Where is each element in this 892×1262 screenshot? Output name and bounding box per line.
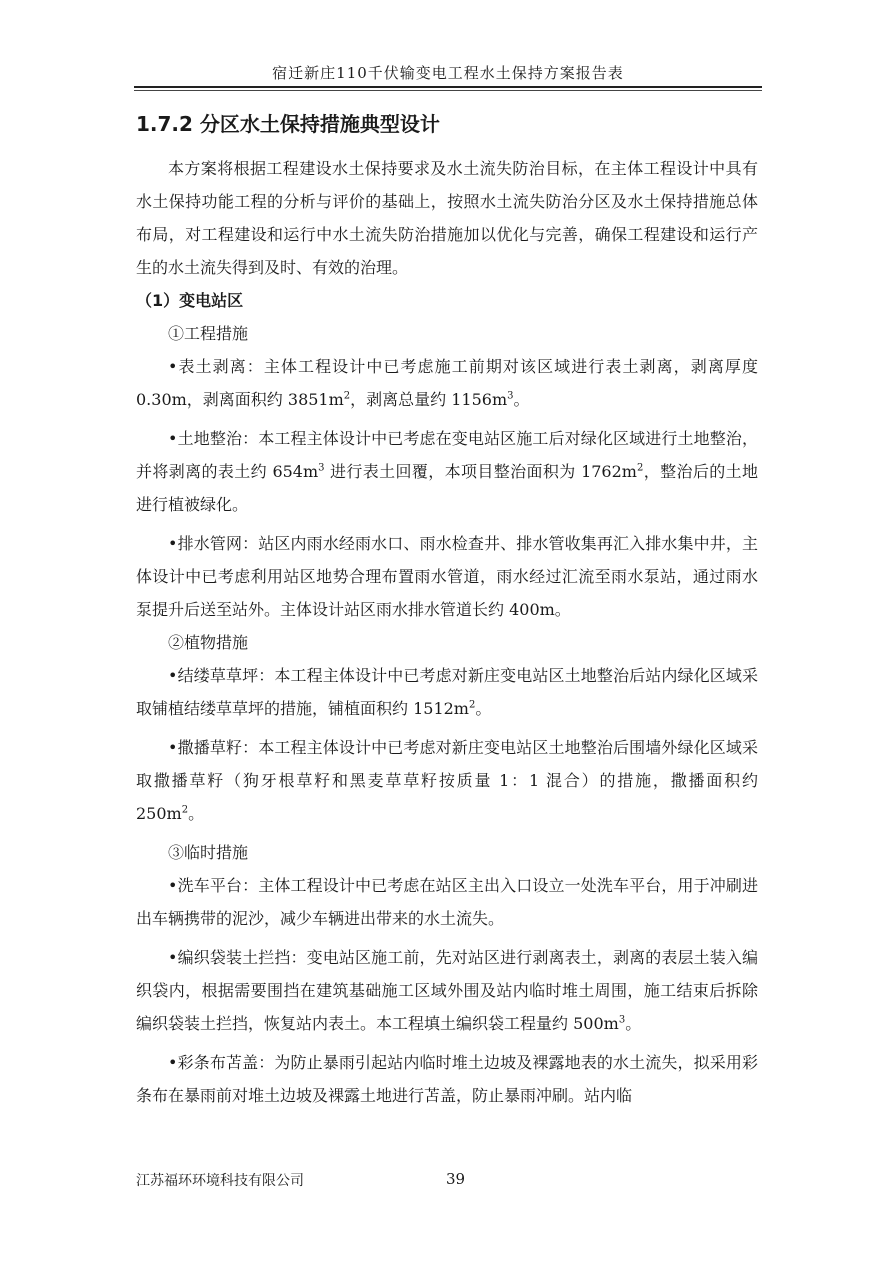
drainage-paragraph: •排水管网：站区内雨水经雨水口、雨水检查井、排水管收集再汇入排水集中井，主体设计中已考虑利用站区地势合理布置雨水管道，雨水经过汇流至雨水泵站，通过雨水泵提升后送至站外。主体设计站区雨水排水管道长约 400m。 xyxy=(136,534,758,619)
lawn-paragraph xyxy=(136,659,758,725)
engineering-measures-heading: ①工程措施 xyxy=(168,324,249,343)
land-text-a: •土地整治：本工程主体设计中已考虑在变电站区施工后对绿化区域进行土地整治，并将剥离的表土约 654m xyxy=(136,429,758,481)
seed-text-b: 。 xyxy=(188,804,205,823)
sup-2: 2 xyxy=(636,462,644,474)
running-header: 宿迁新庄110千伏输变电工程水土保持方案报告表 xyxy=(272,64,624,82)
sup-2: 2 xyxy=(181,804,189,816)
intro-paragraph: 本方案将根据工程建设水土保持要求及水土流失防治目标，在主体工程设计中具有水土保持功能工程的分析与评价的基础上，按照水土流失防治分区及水土保持措施总体布局，对工程建设和运行中水土流失防治措施加以优化与完善，确保工程建设和运行产生的水土流失得到及时、有效的治理。 xyxy=(136,159,758,277)
sup-3: 3 xyxy=(618,1014,626,1026)
page-number: 39 xyxy=(446,1170,466,1188)
sup-2: 2 xyxy=(468,699,476,711)
zone-heading-substation: （1）变电站区 xyxy=(136,291,244,310)
tarp-cover-paragraph: •彩条布苫盖：为防止暴雨引起站内临时堆土边坡及裸露地表的水土流失，拟采用彩条布在暴雨前对堆土边坡及裸露土地进行苫盖，防止暴雨冲刷。站内临 xyxy=(136,1053,758,1105)
header-rule xyxy=(134,86,762,88)
land-rehabilitation-paragraph xyxy=(136,422,758,521)
section-title: 1.7.2 分区水土保持措施典型设计 xyxy=(136,112,440,136)
land-text-c: ，整治后的土地进行植被绿化。 xyxy=(136,462,758,514)
topsoil-text-a: •表土剥离：主体工程设计中已考虑施工前期对该区域进行表土剥离，剥离厚度 0.30m，剥离面积约 3851m xyxy=(136,357,758,409)
page-content xyxy=(136,108,758,1112)
lawn-text-a: •结缕草草坪：本工程主体设计中已考虑对新庄变电站区土地整治后站内绿化区域采取铺植结缕草草坪的措施，铺植面积约 1512m xyxy=(136,666,758,718)
seeding-paragraph xyxy=(136,731,758,830)
header-rule-thin xyxy=(134,90,762,91)
sup-2: 2 xyxy=(343,390,351,402)
footer-company: 江苏福环环境科技有限公司 xyxy=(136,1173,304,1189)
topsoil-text-c: 。 xyxy=(513,390,530,409)
topsoil-stripping-paragraph xyxy=(136,350,758,416)
plant-measures-heading: ②植物措施 xyxy=(168,633,249,652)
land-text-b: 进行表土回覆，本项目整治面积为 1762m xyxy=(324,462,637,481)
topsoil-text-b: ，剥离总量约 1156m xyxy=(350,390,508,409)
lawn-text-b: 。 xyxy=(475,699,492,718)
sup-3: 3 xyxy=(318,462,325,474)
temporary-measures-heading: ③临时措施 xyxy=(168,843,249,862)
sandbag-paragraph xyxy=(136,941,758,1040)
bags-text-b: 。 xyxy=(625,1014,642,1033)
sup-3: 3 xyxy=(507,390,514,402)
wash-platform-paragraph: •洗车平台：主体工程设计中已考虑在站区主出入口设立一处洗车平台，用于冲刷进出车辆携带的泥沙，减少车辆进出带来的水土流失。 xyxy=(136,876,758,928)
bags-text-a: •编织袋装土拦挡：变电站区施工前，先对站区进行剥离表土，剥离的表层土装入编织袋内，根据需要围挡在建筑基础施工区域外围及站内临时堆土周围，施工结束后拆除编织袋装土拦挡，恢复站内表土。本工程填土编织袋工程量约 500m xyxy=(136,948,758,1033)
seed-text-a: •撒播草籽：本工程主体设计中已考虑对新庄变电站区土地整治后围墙外绿化区域采取撒播草籽（狗牙根草籽和黑麦草草籽按质量 1：1 混合）的措施，撒播面积约 250m xyxy=(136,738,758,823)
